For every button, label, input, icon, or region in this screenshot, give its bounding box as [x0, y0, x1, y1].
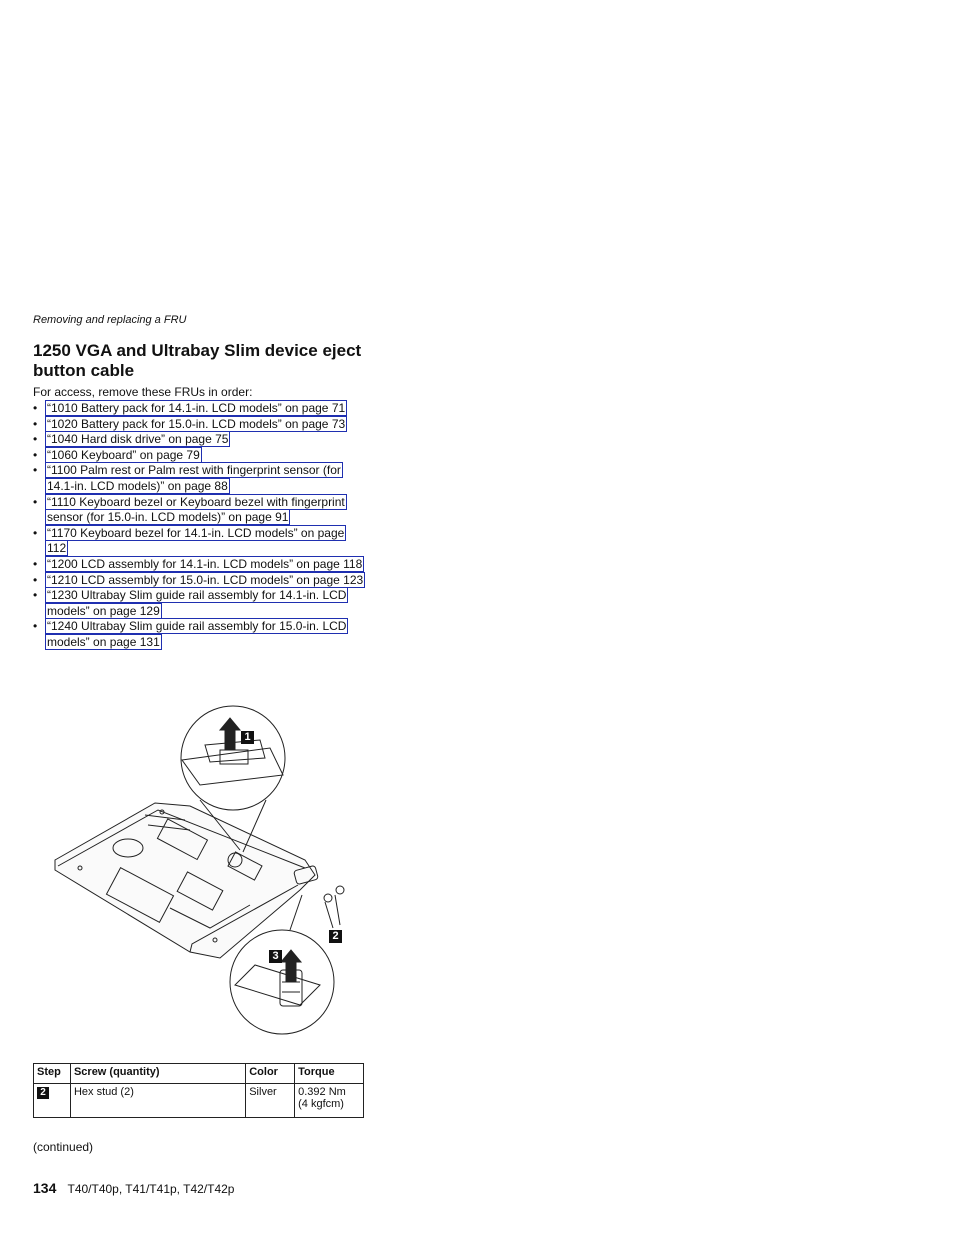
- fru-link[interactable]: “1210 LCD assembly for 15.0-in. LCD models” on page 123: [47, 572, 364, 587]
- fru-link[interactable]: “1010 Battery pack for 14.1-in. LCD models” on page 71: [47, 401, 346, 415]
- fru-link[interactable]: “1060 Keyboard” on page 79: [47, 447, 200, 462]
- list-item: [33, 432, 368, 448]
- bullet: •: [33, 401, 38, 415]
- page-number: 134: [33, 1180, 57, 1196]
- continued-note: (continued): [33, 1140, 94, 1154]
- list-item: [33, 495, 368, 526]
- col-torque: Torque: [295, 1064, 364, 1084]
- fru-list: [33, 401, 368, 651]
- torque-cell: [295, 1084, 364, 1118]
- page-footer: [33, 1180, 234, 1196]
- fru-link[interactable]: “1100 Palm rest or Palm rest with fingerprint sensor (for 14.1-in. LCD models)” on page 88: [47, 463, 341, 493]
- torque-kgfcm: (4 kgfcm): [298, 1098, 344, 1110]
- running-head: Removing and replacing a FRU: [33, 314, 187, 326]
- table-header-row: [34, 1064, 364, 1084]
- system-board-illustration: [50, 700, 350, 1045]
- bullet: •: [33, 556, 38, 571]
- screw-table: [33, 1063, 364, 1118]
- bullet: •: [33, 572, 38, 587]
- col-color: Color: [246, 1064, 295, 1084]
- bullet: •: [33, 463, 38, 478]
- list-item: [33, 463, 368, 494]
- section-title: 1250 VGA and Ultrabay Slim device eject button cable: [33, 341, 362, 380]
- screw-cell: Hex stud (2): [70, 1084, 245, 1118]
- bullet: •: [33, 619, 38, 634]
- list-item: [33, 401, 368, 417]
- table-row: [34, 1084, 364, 1118]
- list-item: [33, 619, 368, 650]
- callout-2: 2: [329, 930, 342, 943]
- model-list: T40/T40p, T41/T41p, T42/T42p: [67, 1182, 235, 1196]
- bullet: •: [33, 447, 38, 462]
- col-step: Step: [34, 1064, 71, 1084]
- bullet: •: [33, 416, 38, 431]
- intro-text: For access, remove these FRUs in order:: [33, 385, 253, 399]
- fru-link[interactable]: “1230 Ultrabay Slim guide rail assembly for 14.1-in. LCD models” on page 129: [47, 588, 347, 618]
- callout-3: 3: [269, 950, 282, 963]
- callout-1: 1: [241, 731, 254, 744]
- bullet: •: [33, 432, 38, 447]
- col-screw: Screw (quantity): [70, 1064, 245, 1084]
- list-item: [33, 573, 368, 589]
- color-cell: Silver: [246, 1084, 295, 1118]
- bullet: •: [33, 588, 38, 603]
- list-item: [33, 417, 368, 433]
- step-cell: [34, 1084, 71, 1118]
- disassembly-figure: [50, 700, 350, 1045]
- fru-link[interactable]: “1110 Keyboard bezel or Keyboard bezel with fingerprint sensor (for 15.0-in. LCD models)” on page 91: [47, 494, 345, 525]
- fru-link[interactable]: “1020 Battery pack for 15.0-in. LCD models” on page 73: [47, 416, 346, 431]
- list-item: [33, 526, 368, 557]
- fru-link[interactable]: “1170 Keyboard bezel for 14.1-in. LCD models” on page 112: [47, 525, 345, 556]
- bullet: •: [33, 525, 38, 540]
- step-badge: 2: [37, 1087, 49, 1099]
- fru-link[interactable]: “1200 LCD assembly for 14.1-in. LCD models” on page 118: [47, 556, 363, 571]
- fru-link[interactable]: “1040 Hard disk drive” on page 75: [47, 432, 229, 447]
- fru-link[interactable]: “1240 Ultrabay Slim guide rail assembly for 15.0-in. LCD models” on page 131: [47, 619, 347, 649]
- list-item: [33, 588, 368, 619]
- list-item: [33, 557, 368, 573]
- bullet: •: [33, 494, 38, 509]
- torque-nm: 0.392 Nm: [298, 1086, 346, 1098]
- list-item: [33, 448, 368, 464]
